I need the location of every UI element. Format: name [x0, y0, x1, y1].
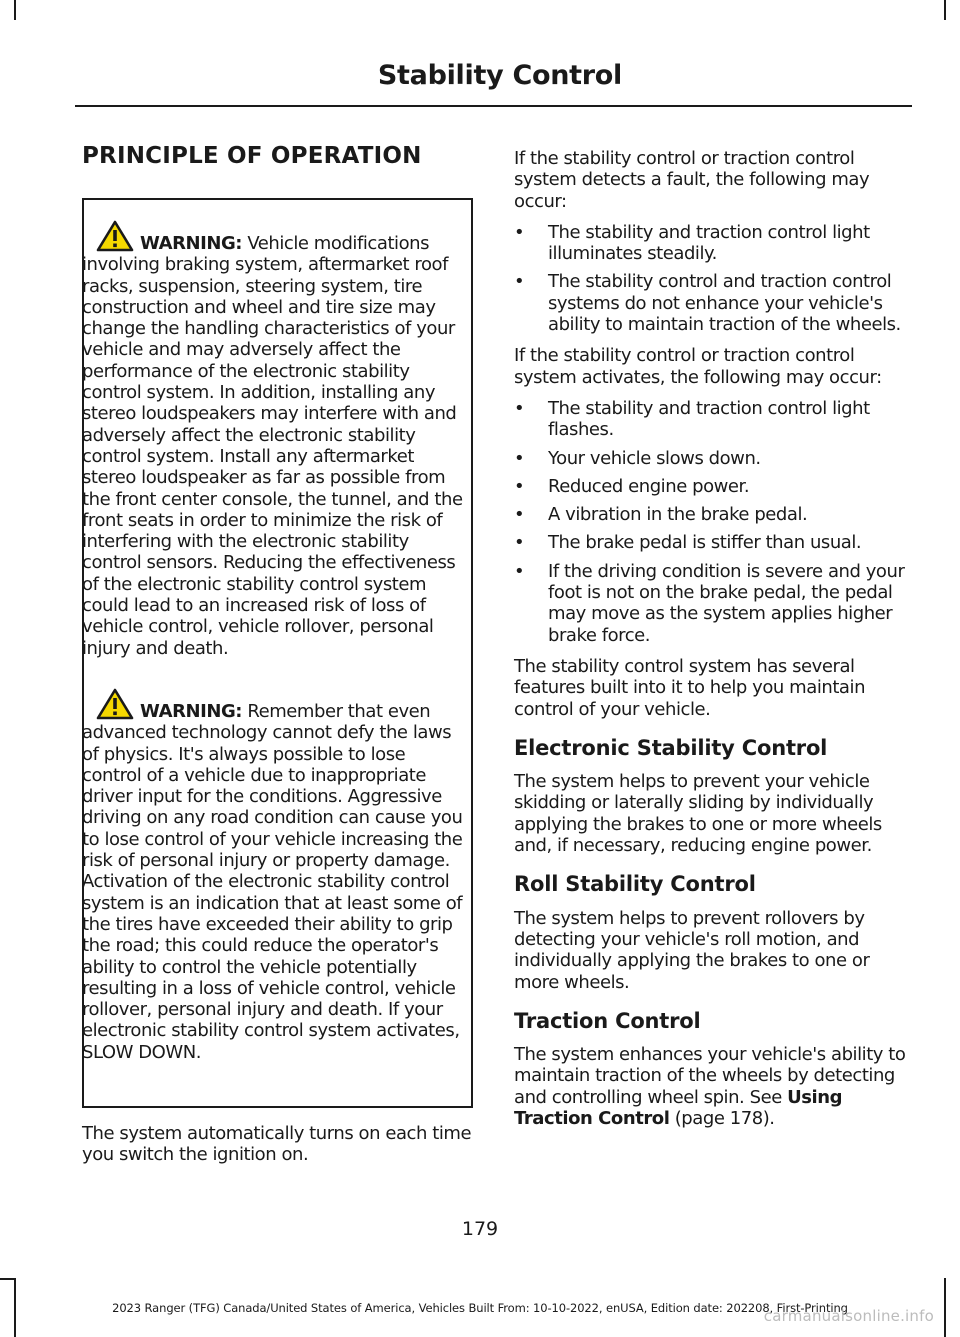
page-number: 179 [461, 1218, 499, 1240]
section-title: PRINCIPLE OF OPERATION [82, 143, 422, 169]
tc-text: The system enhances your vehicle's ability to maintain traction of the wheels by detecting and controlling wheel spin. See Using Traction Control (page 178). [514, 1044, 906, 1129]
warning-label: WARNING: [140, 233, 243, 254]
list-item: • The stability and traction control light flashes. [514, 397, 870, 441]
esc-text: The system helps to prevent your vehicle skidding or laterally sliding by individually applying the brakes to one or more wheels and, if necessary, reducing engine power. [514, 771, 882, 857]
list-item: • Your vehicle slows down. [514, 447, 761, 469]
list-item: • The stability control and traction control systems do not enhance your vehicle's ability to maintain traction of the wheels. [514, 271, 901, 336]
rsc-heading: Roll Stability Control [514, 872, 756, 897]
list-item: • Reduced engine power. [514, 475, 750, 497]
tc-heading: Traction Control [514, 1008, 701, 1033]
warning-text: Vehicle modifications involving braking system, aftermarket roof racks, suspension, steering system, tire construction and wheel and tire size may change the handling characteristics of your vehicle and may adversely affect the performance of the electronic stability control system. In addition, installing any stereo loudspeakers may interfere with and adversely affect the electronic stability control system. Install any aftermarket stereo loudspeaker as far as possible from the front center console, the tunnel, and the front seats in order to minimize the risk of interfering with the electronic stability control sensors. Reducing the effectiveness of the electronic stability control system could lead to an increased risk of loss of vehicle control, vehicle rollover, personal injury and death. [82, 233, 463, 659]
warning-label: WARNING: [140, 701, 243, 722]
crop-mark-top-right [944, 0, 946, 20]
bullet-glyph: • [514, 475, 525, 497]
cross-reference-link[interactable]: Using Traction Control [514, 1086, 843, 1129]
bullet-glyph: • [514, 560, 525, 582]
header-divider [75, 105, 912, 107]
list-item: • The brake pedal is stiffer than usual. [514, 532, 862, 554]
watermark: carmanualsonline.info [763, 1307, 934, 1325]
ignition-paragraph: The system automatically turns on each time you switch the ignition on. [82, 1123, 472, 1166]
warning-text: Remember that even advanced technology cannot defy the laws of physics. It's always possible to lose control of a vehicle due to inappropriate driver input for the conditions. Aggressive driving on any road condition can cause you to lose control of your vehicle increasing the risk of personal injury or property damage. Activation of the electronic stability control system is an indication that at least some of the tires have exceeded their ability to grip the road; this could reduce the operator's ability to control the vehicle potentially resulting in a loss of vehicle control, vehicle rollover, personal injury and death. If your electronic stability control system activates, SLOW DOWN. [82, 701, 463, 1063]
bullet-glyph: • [514, 447, 525, 469]
list-item: • A vibration in the brake pedal. [514, 504, 808, 526]
esc-heading: Electronic Stability Control [514, 735, 828, 760]
bullet-glyph: • [514, 221, 525, 243]
rsc-text: The system helps to prevent rollovers by detecting your vehicle's roll motion, and individually applying the brakes to one or more wheels. [514, 907, 870, 993]
warning-triangle-icon [96, 220, 134, 252]
bullet-glyph: • [514, 271, 525, 293]
bullet-glyph: • [514, 504, 525, 526]
activate-intro: If the stability control or traction control system activates, the following may occur: [514, 345, 882, 388]
crop-mark-top-left [14, 0, 16, 20]
fault-bullet-list [514, 222, 910, 335]
warning-triangle-icon [96, 688, 134, 720]
activate-bullet-list [514, 398, 910, 646]
footer-text: 2023 Ranger (TFG) Canada/United States of America, Vehicles Built From: 10-10-2022, enUSA, Edition date: 202208, First-Printing [112, 1301, 848, 1315]
list-item: • The stability and traction control light illuminates steadily. [514, 221, 870, 265]
warning-paragraph-1 [82, 220, 466, 659]
list-item: • If the driving condition is severe and your foot is not on the brake pedal, the pedal may move as the system applies higher brake force. [514, 560, 905, 646]
fault-intro: If the stability control or traction control system detects a fault, the following may occur: [514, 148, 870, 212]
right-column [514, 148, 910, 1139]
bullet-glyph: • [514, 397, 525, 419]
features-intro: The stability control system has several features built into it to help you maintain control of your vehicle. [514, 655, 866, 720]
warning-paragraph-2 [82, 688, 466, 1063]
page-header-title: Stability Control [377, 60, 622, 91]
bullet-glyph: • [514, 532, 525, 554]
crop-mark-bottom-left-h [0, 1278, 16, 1280]
